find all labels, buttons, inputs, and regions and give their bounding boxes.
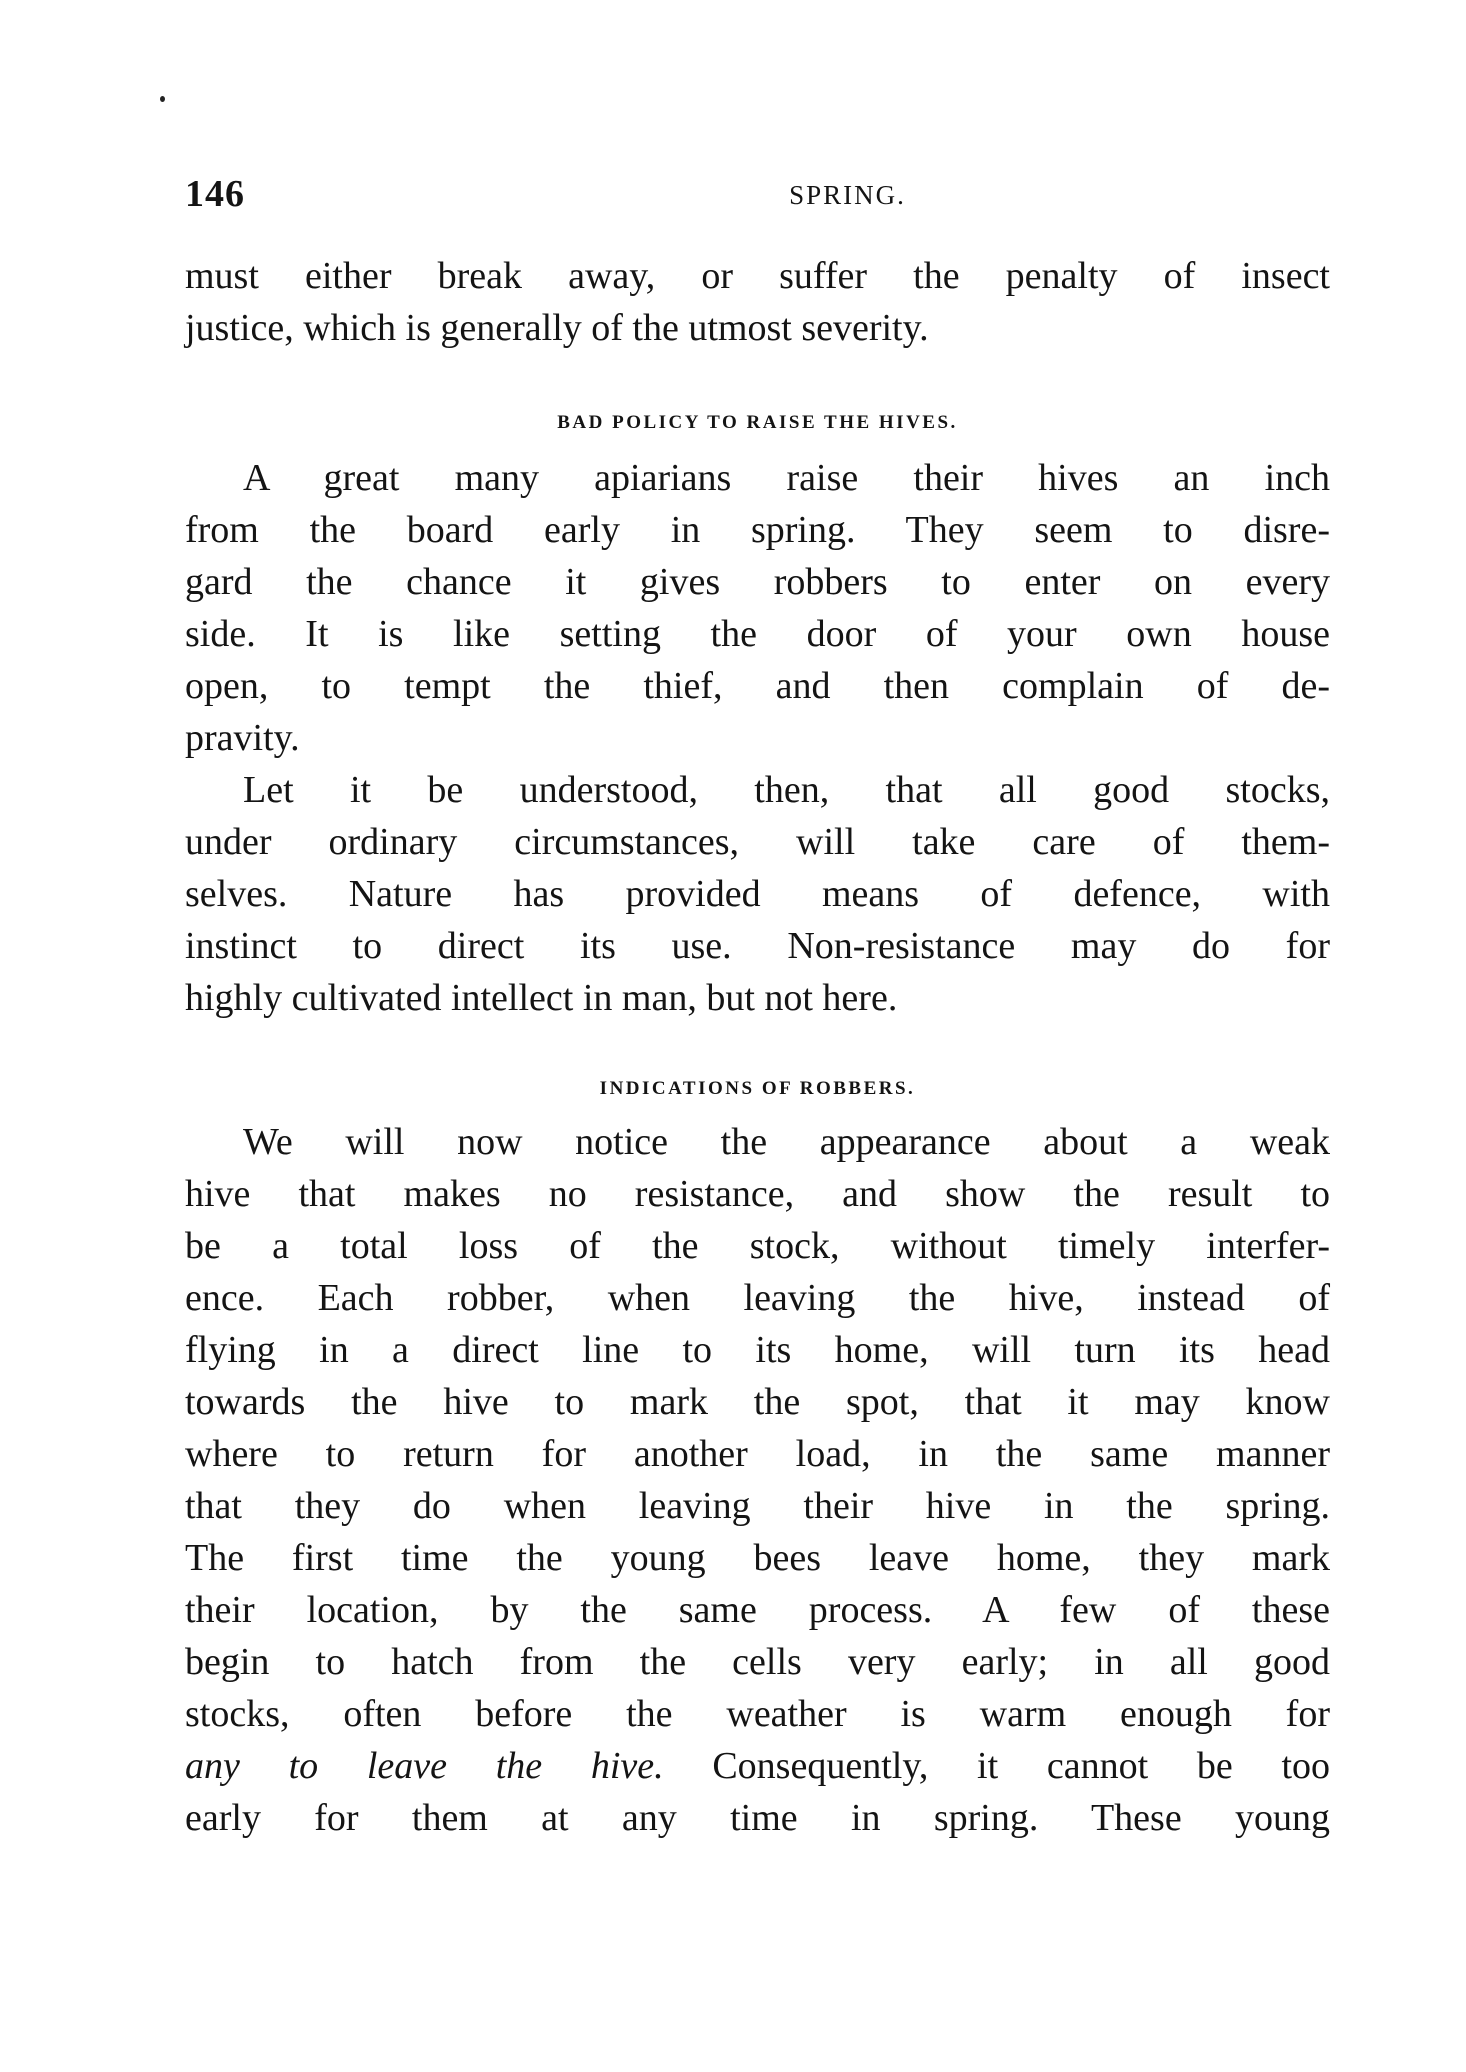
text-line: be a total loss of the stock, without timely interfer-: [185, 1225, 1330, 1267]
text-line-with-italic: [185, 1740, 1330, 1792]
section-heading: BAD POLICY TO RAISE THE HIVES.: [557, 412, 958, 433]
italic-phrase: any to leave the hive.: [185, 1745, 664, 1787]
text-line: highly cultivated intellect in man, but not here.: [185, 977, 898, 1019]
text-line: must either break away, or suffer the penalty of insect: [185, 255, 1330, 297]
text-line: where to return for another load, in the same manner: [185, 1433, 1330, 1475]
text-line: The first time the young bees leave home, they mark: [185, 1537, 1330, 1579]
print-speck: [160, 96, 165, 102]
text-line: from the board early in spring. They seem to disre-: [185, 509, 1330, 551]
paragraph: [185, 1116, 1330, 1844]
paragraph: [185, 452, 1330, 764]
text-line: pravity.: [185, 717, 300, 759]
text-line: early for them at any time in spring. These young: [185, 1797, 1330, 1839]
text-line: A great many apiarians raise their hives an inch: [243, 457, 1330, 499]
text-line: open, to tempt the thief, and then complain of de-: [185, 665, 1330, 707]
text-line: We will now notice the appearance about a weak: [243, 1121, 1330, 1163]
text-run: Consequently, it cannot be too: [663, 1745, 1331, 1787]
text-line: that they do when leaving their hive in the spring.: [185, 1485, 1330, 1527]
page-number: 146: [185, 173, 245, 215]
text-line: ence. Each robber, when leaving the hive, instead of: [185, 1277, 1330, 1319]
text-line: under ordinary circumstances, will take care of them-: [185, 821, 1330, 863]
text-line: hive that makes no resistance, and show the result to: [185, 1173, 1330, 1215]
paragraph: [185, 764, 1330, 1024]
text-line: gard the chance it gives robbers to enter on every: [185, 561, 1330, 603]
continuation-paragraph: [185, 250, 1330, 354]
running-head: [185, 172, 1330, 222]
text-line: side. It is like setting the door of your own house: [185, 613, 1330, 655]
text-line: their location, by the same process. A few of these: [185, 1589, 1330, 1631]
section-heading: INDICATIONS OF ROBBERS.: [599, 1078, 916, 1099]
text-line: stocks, often before the weather is warm enough for: [185, 1693, 1330, 1735]
text-line: justice, which is generally of the utmost severity.: [185, 307, 929, 349]
text-line: flying in a direct line to its home, will turn its head: [185, 1329, 1330, 1371]
text-line: selves. Nature has provided means of defence, with: [185, 873, 1330, 915]
text-line: Let it be understood, then, that all good stocks,: [243, 769, 1330, 811]
running-title: SPRING.: [789, 180, 906, 210]
text-line: towards the hive to mark the spot, that it may know: [185, 1381, 1330, 1423]
text-line: begin to hatch from the cells very early; in all good: [185, 1641, 1330, 1683]
text-line: instinct to direct its use. Non-resistance may do for: [185, 925, 1330, 967]
